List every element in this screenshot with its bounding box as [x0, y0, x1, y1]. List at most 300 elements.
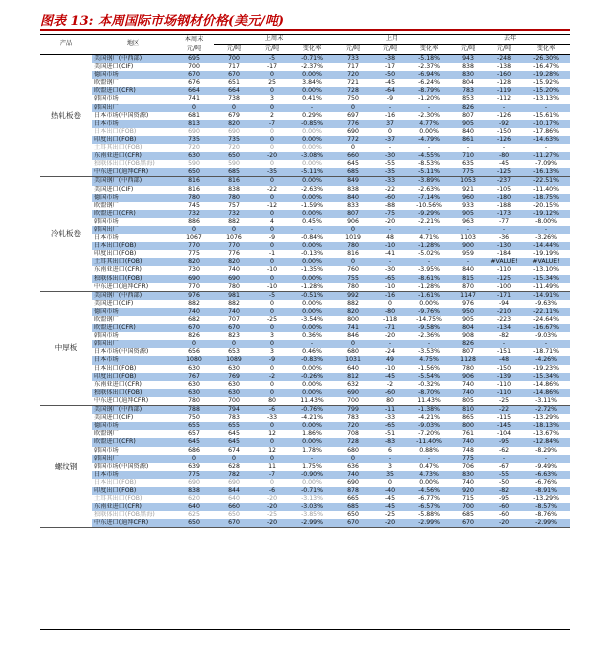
value-cell: 733: [334, 55, 372, 64]
value-cell: 1.86%: [302, 430, 322, 438]
value-cell: -19.19%: [533, 250, 559, 258]
value-cell: 846: [347, 332, 359, 340]
value-cell: 630: [214, 389, 254, 397]
value-cell: 657: [188, 430, 200, 438]
value-cell: -2.99%: [522, 519, 570, 528]
value-cell: -3.95%: [418, 266, 440, 274]
table-row: [40, 234, 570, 242]
value-cell: 650: [228, 511, 240, 519]
value-cell: 770: [174, 242, 214, 250]
value-cell: 3.84%: [302, 79, 322, 87]
value-cell: -22: [266, 185, 278, 193]
market-cell: 欧盟进口(CFR): [92, 210, 174, 218]
value-cell: -12.84%: [522, 438, 570, 446]
value-cell: -4.56%: [408, 487, 450, 495]
table-row: [40, 242, 570, 250]
value-cell: -100: [486, 283, 522, 292]
value-cell: -24: [384, 348, 396, 356]
value-cell: -184: [497, 250, 512, 258]
table-row: [40, 430, 570, 438]
value-cell: 645: [228, 430, 240, 438]
market-cell: 中东进口(迪拜CFR): [92, 397, 174, 406]
table-row: [40, 186, 570, 194]
value-cell: -6.94%: [408, 71, 450, 79]
value-cell: 748: [462, 446, 474, 454]
value-cell: 670: [214, 324, 254, 332]
value-cell: 981: [214, 291, 254, 300]
value-cell: -: [408, 455, 450, 463]
value-cell: 640: [347, 364, 359, 372]
value-cell: 679: [228, 111, 240, 119]
value-cell: 732: [174, 210, 214, 218]
value-cell: -: [486, 226, 522, 234]
value-cell: -3.54%: [301, 316, 323, 323]
value-cell: 11.43%: [290, 397, 334, 406]
value-cell: -160: [486, 71, 522, 79]
value-cell: 810: [450, 406, 486, 415]
value-cell: -35: [372, 168, 408, 177]
value-cell: 0.00%: [290, 258, 334, 266]
table-row: [40, 356, 570, 364]
value-cell: 0.46%: [302, 348, 322, 356]
value-cell: 838: [347, 185, 359, 193]
value-cell: -8.70%: [408, 389, 450, 397]
market-cell: 美国进口(CIF): [94, 185, 134, 193]
value-cell: 800: [347, 316, 359, 323]
value-cell: -138: [497, 63, 512, 71]
table-row: [40, 447, 570, 455]
value-cell: -11.40%: [408, 438, 450, 446]
value-cell: 715: [462, 495, 474, 503]
value-cell: 740: [450, 389, 486, 397]
value-cell: -6.24%: [418, 79, 440, 87]
value-cell: -60: [372, 389, 408, 397]
product-cell: 冷轧板卷: [40, 177, 92, 291]
value-cell: 0.00%: [419, 127, 439, 135]
value-cell: 4.73%: [408, 471, 450, 479]
value-cell: -18.13%: [522, 422, 570, 430]
header-unit: 元/吨: [214, 45, 254, 55]
value-cell: 700: [214, 55, 254, 64]
value-cell: -6.76%: [535, 478, 557, 486]
value-cell: 1053: [450, 177, 486, 186]
value-cell: 630: [174, 389, 214, 397]
value-cell: -0.71%: [290, 487, 334, 495]
value-cell: -1.28%: [408, 283, 450, 292]
value-cell: 1147: [450, 291, 486, 300]
value-cell: -11.49%: [522, 283, 570, 292]
value-cell: 1.75%: [302, 462, 322, 470]
value-cell: -20: [266, 495, 278, 503]
value-cell: -9.29%: [408, 210, 450, 218]
value-cell: -8.61%: [408, 275, 450, 283]
value-cell: -45: [498, 160, 510, 168]
value-cell: 0: [254, 258, 290, 266]
value-cell: -33: [384, 414, 396, 422]
table-row: [40, 55, 570, 64]
value-cell: 630: [188, 364, 200, 372]
value-cell: 630: [188, 380, 200, 388]
value-cell: -41: [384, 250, 396, 258]
value-cell: 620: [188, 495, 200, 503]
value-cell: 0: [254, 177, 290, 186]
value-cell: -4.79%: [408, 136, 450, 144]
value-cell: -2.63%: [301, 185, 323, 193]
value-cell: -7: [254, 120, 290, 128]
value-cell: 48: [386, 234, 394, 242]
market-cell: 日本出口(FOB): [94, 478, 137, 486]
value-cell: 706: [462, 462, 474, 470]
value-cell: -40: [372, 487, 408, 495]
value-cell: 812: [334, 373, 372, 381]
value-cell: 740: [334, 471, 372, 479]
value-cell: -110: [486, 389, 522, 397]
value-cell: 4.77%: [408, 120, 450, 128]
market-cell: 东南亚进口(CFR): [94, 380, 142, 388]
value-cell: 882: [347, 299, 359, 307]
value-cell: -2.99%: [290, 519, 334, 528]
value-cell: 645: [174, 438, 214, 446]
market-cell: 土耳其出口(FOB): [94, 495, 143, 503]
header-unit: 元/吨: [334, 45, 372, 55]
value-cell: -9.76%: [408, 308, 450, 316]
value-cell: 0: [254, 324, 290, 332]
value-cell: 730: [188, 266, 200, 274]
value-cell: -: [290, 104, 334, 112]
market-cell: 美国钢厂(中西部): [92, 291, 174, 300]
value-cell: -: [502, 144, 506, 152]
market-cell: 欧盟钢厂: [94, 79, 119, 87]
value-cell: -0.32%: [418, 380, 440, 388]
value-cell: 590: [228, 160, 240, 168]
value-cell: -6.57%: [408, 503, 450, 511]
value-cell: -0.84%: [301, 234, 323, 242]
table-row: [40, 414, 570, 422]
value-cell: 720: [334, 422, 372, 430]
header-change: 变化率: [408, 45, 450, 55]
value-cell: -2.37%: [418, 63, 440, 71]
value-cell: 783: [450, 87, 486, 95]
value-cell: -12: [266, 201, 278, 209]
value-cell: 813: [174, 120, 214, 128]
value-cell: 780: [462, 364, 474, 372]
value-cell: 840: [462, 127, 474, 135]
value-cell: -180: [486, 194, 522, 202]
market-cell: 美国钢厂(中西部): [92, 406, 174, 415]
value-cell: -88: [384, 201, 396, 209]
value-cell: -2.37%: [301, 63, 323, 71]
value-cell: 6: [388, 446, 392, 454]
value-cell: -145: [486, 422, 522, 430]
value-cell: -8.57%: [522, 503, 570, 511]
value-cell: -: [290, 455, 334, 463]
value-cell: -7.09%: [535, 160, 557, 168]
value-cell: -64: [372, 87, 408, 95]
value-cell: 0: [254, 422, 290, 430]
value-cell: -: [450, 226, 486, 234]
value-cell: 685: [214, 168, 254, 177]
value-cell: 0: [174, 455, 214, 463]
value-cell: 665: [347, 495, 359, 503]
table-row: [40, 63, 570, 71]
value-cell: 681: [188, 111, 200, 119]
value-cell: 0.00%: [290, 71, 334, 79]
value-cell: -13.67%: [533, 430, 559, 438]
value-cell: -3.08%: [290, 152, 334, 160]
value-cell: 0.00%: [290, 308, 334, 316]
value-cell: 732: [214, 210, 254, 218]
value-cell: -6.77%: [418, 495, 440, 503]
value-cell: 0: [254, 210, 290, 218]
value-cell: 908: [462, 332, 474, 340]
value-cell: -18.75%: [522, 194, 570, 202]
value-cell: 823: [228, 332, 240, 340]
market-cell: 德国市场: [92, 422, 174, 430]
value-cell: 682: [188, 316, 200, 323]
value-cell: -30: [384, 266, 396, 274]
value-cell: 632: [347, 380, 359, 388]
value-cell: -110: [497, 266, 512, 274]
value-cell: -3.89%: [408, 177, 450, 186]
value-cell: 800: [450, 422, 486, 430]
value-cell: 676: [188, 79, 200, 87]
value-cell: 870: [450, 283, 486, 292]
value-cell: 717: [228, 63, 240, 71]
header-this-week: 本周末: [174, 35, 214, 45]
value-cell: -55: [486, 471, 522, 479]
table-row: [40, 120, 570, 128]
value-cell: -19.23%: [533, 364, 559, 372]
value-cell: -20: [486, 519, 522, 528]
value-cell: -: [522, 104, 570, 112]
value-cell: 830: [450, 471, 486, 479]
value-cell: -16.67%: [522, 324, 570, 332]
value-cell: -22: [486, 406, 522, 415]
value-cell: 0.00%: [302, 364, 322, 372]
value-cell: -45: [372, 373, 408, 381]
value-cell: 0.45%: [302, 217, 322, 225]
value-cell: 1080: [174, 356, 214, 364]
value-cell: -7.14%: [408, 194, 450, 202]
value-cell: -9.03%: [408, 422, 450, 430]
value-cell: 816: [174, 177, 214, 186]
table-row: [40, 332, 570, 340]
value-cell: 0: [388, 299, 392, 307]
value-cell: -: [544, 144, 548, 152]
value-cell: 690: [188, 478, 200, 486]
value-cell: -: [408, 104, 450, 112]
value-cell: 650: [174, 168, 214, 177]
value-cell: -9.03%: [535, 332, 557, 340]
value-cell: -105: [497, 185, 512, 193]
market-cell: 东南亚进口(CFR): [94, 266, 142, 274]
value-cell: -4.21%: [301, 414, 323, 422]
value-cell: -13.10%: [533, 266, 559, 274]
value-cell: 760: [347, 266, 359, 274]
table-row: [40, 365, 570, 373]
value-cell: 0.00%: [290, 87, 334, 95]
value-cell: 755: [334, 275, 372, 283]
value-cell: -36: [498, 234, 510, 242]
value-cell: -10: [254, 283, 290, 292]
value-cell: -25: [266, 316, 278, 323]
header-last-month: 上月: [334, 35, 450, 45]
value-cell: 933: [462, 201, 474, 209]
header-last-week: 上周末: [214, 35, 334, 45]
product-cell: 中厚板: [40, 291, 92, 405]
value-cell: -: [372, 258, 408, 266]
value-cell: 0: [174, 226, 214, 234]
value-cell: -8.91%: [522, 487, 570, 495]
value-cell: -14.86%: [522, 389, 570, 397]
market-cell: 独联体出口(FOB黑海): [94, 511, 155, 519]
value-cell: 720: [228, 144, 240, 152]
value-cell: 700: [334, 397, 372, 406]
value-cell: 35: [372, 471, 408, 479]
value-cell: -22.11%: [522, 308, 570, 316]
value-cell: -11.40%: [533, 185, 559, 193]
value-cell: -: [486, 104, 522, 112]
value-cell: 700: [450, 503, 486, 511]
value-cell: -139: [486, 373, 522, 381]
value-cell: 0: [254, 340, 290, 348]
value-cell: 0.00%: [302, 127, 322, 135]
value-cell: -1.56%: [418, 364, 440, 372]
value-cell: -119: [486, 87, 522, 95]
market-cell: 韩国出厂: [92, 340, 174, 348]
header-region: 地区: [92, 35, 174, 55]
value-cell: -15.92%: [533, 79, 559, 87]
value-cell: 788: [174, 406, 214, 415]
value-cell: -3.26%: [535, 234, 557, 242]
market-cell: 韩国出厂: [92, 104, 174, 112]
value-cell: 0: [254, 275, 290, 283]
value-cell: 992: [334, 291, 372, 300]
value-cell: 0: [334, 226, 372, 234]
table-row: [40, 455, 570, 463]
value-cell: -9.58%: [408, 324, 450, 332]
table-row: [40, 316, 570, 324]
value-cell: 80: [372, 397, 408, 406]
value-cell: -: [372, 104, 408, 112]
value-cell: 721: [347, 79, 359, 87]
value-cell: 670: [214, 519, 254, 528]
header-change: 变化率: [522, 45, 570, 55]
market-cell: 韩国出厂: [92, 455, 174, 463]
value-cell: 963: [462, 217, 474, 225]
table-row: [40, 340, 570, 348]
value-cell: 815: [450, 275, 486, 283]
value-cell: -33: [266, 414, 278, 422]
value-cell: -94: [498, 299, 510, 307]
value-cell: -: [486, 340, 522, 348]
value-cell: -83: [372, 438, 408, 446]
table-row: [40, 79, 570, 87]
value-cell: 950: [450, 308, 486, 316]
value-cell: -20: [254, 519, 290, 528]
page-title: 图表 13: 本周国际市场钢材价格(美元/吨): [40, 14, 284, 29]
value-cell: 685: [334, 168, 372, 177]
value-cell: -17.86%: [533, 127, 559, 135]
value-cell: -9: [386, 95, 394, 103]
value-cell: -38: [372, 55, 408, 64]
market-cell: 日本市场: [92, 120, 174, 128]
value-cell: 0.00%: [302, 380, 322, 388]
value-cell: 685: [334, 503, 372, 511]
value-cell: 750: [347, 95, 359, 103]
value-cell: -82: [498, 332, 510, 340]
value-cell: 735: [214, 136, 254, 144]
market-cell: 美国钢厂(中西部): [92, 55, 174, 64]
value-cell: 710: [450, 152, 486, 160]
value-cell: 959: [462, 250, 474, 258]
value-cell: -71: [372, 324, 408, 332]
header-unit: 元/吨: [372, 45, 408, 55]
value-cell: -5.18%: [408, 55, 450, 64]
value-cell: 943: [450, 55, 486, 64]
value-cell: -110: [497, 380, 512, 388]
market-cell: 土耳其出口(FOB): [94, 144, 143, 152]
value-cell: 921: [462, 185, 474, 193]
table-row: [40, 487, 570, 495]
value-cell: -55: [384, 160, 396, 168]
value-cell: 0: [334, 104, 372, 112]
value-cell: 0.00%: [290, 136, 334, 144]
value-cell: -0.83%: [290, 356, 334, 364]
value-cell: -17: [266, 63, 278, 71]
value-cell: 0.00%: [419, 299, 439, 307]
table-row: [40, 300, 570, 308]
value-cell: 0.00%: [302, 160, 322, 168]
value-cell: -104: [497, 430, 512, 438]
table-row: [40, 194, 570, 202]
value-cell: 976: [462, 299, 474, 307]
value-cell: -20: [254, 503, 290, 511]
value-cell: 780: [214, 283, 254, 292]
value-cell: -5: [254, 291, 290, 300]
value-cell: 690: [228, 127, 240, 135]
value-cell: 645: [347, 160, 359, 168]
value-cell: 650: [347, 511, 359, 519]
header-unit: 元/吨: [174, 45, 214, 55]
value-cell: -65: [372, 275, 408, 283]
value-cell: 670: [174, 71, 214, 79]
table-row: [40, 95, 570, 103]
value-cell: -248: [486, 55, 522, 64]
value-cell: 635: [462, 160, 474, 168]
value-cell: -112: [497, 95, 512, 103]
market-cell: 印度出口(FOB): [92, 136, 174, 144]
value-cell: -4.21%: [418, 414, 440, 422]
value-cell: -2: [254, 373, 290, 381]
value-cell: 4: [270, 217, 274, 225]
value-cell: 960: [450, 194, 486, 202]
value-cell: 11: [268, 462, 276, 470]
title-bar: [40, 10, 570, 28]
value-cell: -25: [266, 511, 278, 519]
value-cell: -22: [384, 185, 396, 193]
table-row: [40, 397, 570, 406]
value-cell: 776: [228, 250, 240, 258]
table-row: [40, 324, 570, 332]
value-cell: -50: [372, 71, 408, 79]
value-cell: 717: [347, 63, 359, 71]
table-header: [40, 35, 570, 55]
market-cell: 美国钢厂(中西部): [92, 177, 174, 186]
value-cell: -22.51%: [522, 177, 570, 186]
value-cell: 700: [188, 63, 200, 71]
value-cell: -128: [497, 79, 512, 87]
